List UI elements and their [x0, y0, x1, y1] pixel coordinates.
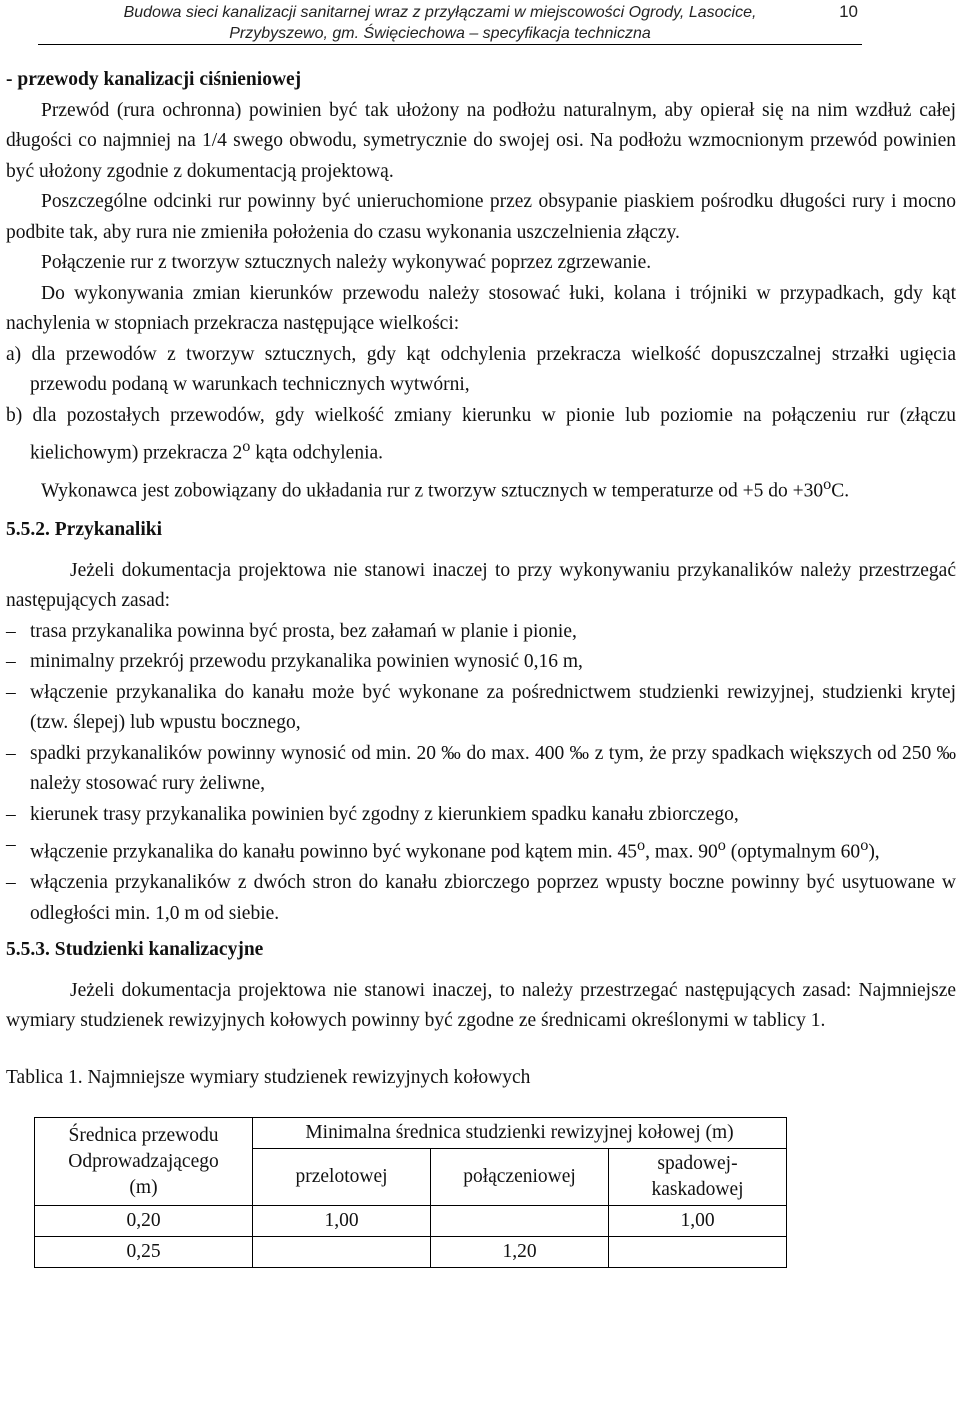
- text-span: b) dla pozostałych przewodów, gdy wielkość zmiany kierunku w pionie lub poziomie na połączeniu rur (złączu kielichowym) przekracza 2: [6, 404, 956, 464]
- text-span: włączenie przykanalika do kanału powinno być wykonane pod kątem min. 45: [30, 841, 638, 863]
- table-cell: 0,25: [35, 1237, 253, 1268]
- table-cell: [253, 1237, 431, 1268]
- document-body: [6, 65, 956, 1268]
- list-item: [6, 647, 956, 678]
- table-cell: 1,00: [253, 1206, 431, 1237]
- list-item: [6, 868, 956, 929]
- section-heading-pressure: - przewody kanalizacji ciśnieniowej: [6, 69, 302, 90]
- table-header-cell: przelotowej: [253, 1149, 431, 1206]
- header-text: Średnica przewodu: [68, 1124, 219, 1146]
- table-cell: 0,20: [35, 1206, 253, 1237]
- list-item-text: kierunek trasy przykanalika powinien być zgodny z kierunkiem spadku kanału zbiorczego,: [30, 803, 739, 825]
- degree-sup: o: [823, 475, 832, 493]
- header-text: (m): [129, 1176, 158, 1198]
- paragraph: Przewód (rura ochronna) powinien być tak ułożony na podłożu naturalnym, aby opierał się na nim wzdłuż całej długości co najmniej na 1/4 swego obwodu, symetrycznie do swojej osi. Na podłożu wzmocnionym przewód powinien być ułożony zgodnie z dokumentacją projektową.: [6, 99, 956, 182]
- paragraph: [6, 469, 956, 507]
- paragraph: Jeżeli dokumentacja projektowa nie stanowi inaczej to przy wykonywaniu przykanalików należy przestrzegać następujących zasad:: [6, 559, 956, 611]
- list-item: [6, 617, 956, 648]
- dash-bullet: –: [6, 742, 16, 764]
- table-header-cell: [35, 1118, 253, 1206]
- text-span: ),: [868, 841, 880, 863]
- dash-bullet: –: [6, 651, 16, 672]
- table-cell: 1,20: [431, 1237, 609, 1268]
- dash-bullet: –: [6, 620, 16, 642]
- list-item-text: trasa przykanalika powinna być prosta, bez załamań w planie i pionie,: [30, 620, 577, 642]
- page-number: 10: [839, 2, 858, 21]
- text-span: kąta odchylenia.: [250, 442, 384, 464]
- section-heading-552: 5.5.2. Przykanaliki: [6, 519, 163, 540]
- header-text: kaskadowej: [651, 1179, 744, 1200]
- dash-bullet: –: [6, 872, 16, 893]
- header-line-1: Budowa sieci kanalizacji sanitarnej wraz z przyłączami w miejscowości Ogrody, Lasocice,: [123, 4, 757, 21]
- list-item-b: [6, 401, 956, 470]
- text-span: , max. 90: [645, 841, 718, 863]
- table-header-cell: Minimalna średnica studzienki rewizyjnej kołowej (m): [253, 1118, 787, 1149]
- table-cell: 1,00: [609, 1206, 787, 1237]
- list-item-text: spadki przykanalików powinny wynosić od min. 20 ‰ do max. 400 ‰ z tym, że przy spadkach większych od 250 ‰ należy stosować rury żeliwne,: [30, 742, 956, 794]
- table-row: [35, 1237, 787, 1268]
- paragraph: Połączenie rur z tworzyw sztucznych należy wykonywać poprzez zgrzewanie.: [41, 252, 652, 273]
- table-header-cell: [609, 1149, 787, 1206]
- list-item: [6, 830, 956, 868]
- table-row: [35, 1206, 787, 1237]
- header-title: [40, 2, 840, 44]
- page-header: [0, 0, 960, 46]
- list-item: [6, 800, 956, 831]
- degree-sup: o: [637, 836, 646, 854]
- text-span: C.: [831, 480, 850, 502]
- list-item-a: a) dla przewodów z tworzyw sztucznych, gdy kąt odchylenia przekracza wielkość dopuszczalnej strzałki ugięcia przewodu podaną w warunkach technicznych wytwórni,: [6, 343, 956, 395]
- rules-list: [6, 617, 956, 930]
- header-divider: [38, 44, 862, 45]
- text-span: Wykonawca jest zobowiązany do układania rur z tworzyw sztucznych w temperaturze od +5 do +30: [41, 480, 824, 502]
- list-item-text: włączenia przykanalików z dwóch stron do kanału zbiorczego poprzez wpusty boczne powinny być usytuowane w odległości min. 1,0 m od siebie.: [30, 872, 956, 924]
- paragraph: Poszczególne odcinki rur powinny być unieruchomione przez obsypanie piaskiem pośrodku długości rury i mocno podbite tak, aby rura nie zmieniła położenia do czasu wykonania uszczelnienia złączy.: [6, 191, 956, 243]
- table-cell: [431, 1206, 609, 1237]
- table-cell: [609, 1237, 787, 1268]
- list-item-text: minimalny przekrój przewodu przykanalika powinien wynosić 0,16 m,: [30, 651, 583, 672]
- paragraph: Jeżeli dokumentacja projektowa nie stanowi inaczej, to należy przestrzegać następujących zasad: Najmniejsze wymiary studzienek rewizyjnych kołowych powinny być zgodne ze średnicami określonymi w tablicy 1.: [6, 979, 956, 1031]
- paragraph: Do wykonywania zmian kierunków przewodu należy stosować łuki, kolana i trójniki w przypadkach, gdy kąt nachylenia w stopniach przekracza następujące wielkości:: [6, 282, 956, 334]
- degree-sup: o: [860, 836, 869, 854]
- spacer: [6, 1037, 956, 1063]
- degree-sup: o: [717, 836, 726, 854]
- text-span: (optymalnym 60: [725, 841, 861, 863]
- header-text: Odprowadzającego: [68, 1150, 219, 1172]
- list-item: [6, 678, 956, 739]
- dimensions-table: [34, 1117, 787, 1268]
- list-item: [6, 739, 956, 800]
- dash-bullet: –: [6, 681, 16, 703]
- degree-sup: o: [242, 437, 251, 455]
- table-header-row: [35, 1118, 787, 1149]
- header-text: spadowej-: [657, 1153, 738, 1174]
- header-line-2: Przybyszewo, gm. Święciechowa – specyfikacja techniczna: [229, 25, 651, 42]
- section-heading-553: 5.5.3. Studzienki kanalizacyjne: [6, 939, 264, 960]
- dash-bullet: –: [6, 834, 16, 855]
- list-item-text: włączenie przykanalika do kanału może być wykonane za pośrednictwem studzienki rewizyjnej, studzienki krytej (tzw. ślepej) lub wpustu bocznego,: [30, 681, 956, 733]
- table-caption: Tablica 1. Najmniejsze wymiary studzienek rewizyjnych kołowych: [6, 1066, 531, 1088]
- dash-bullet: –: [6, 803, 16, 825]
- table-header-cell: połączeniowej: [431, 1149, 609, 1206]
